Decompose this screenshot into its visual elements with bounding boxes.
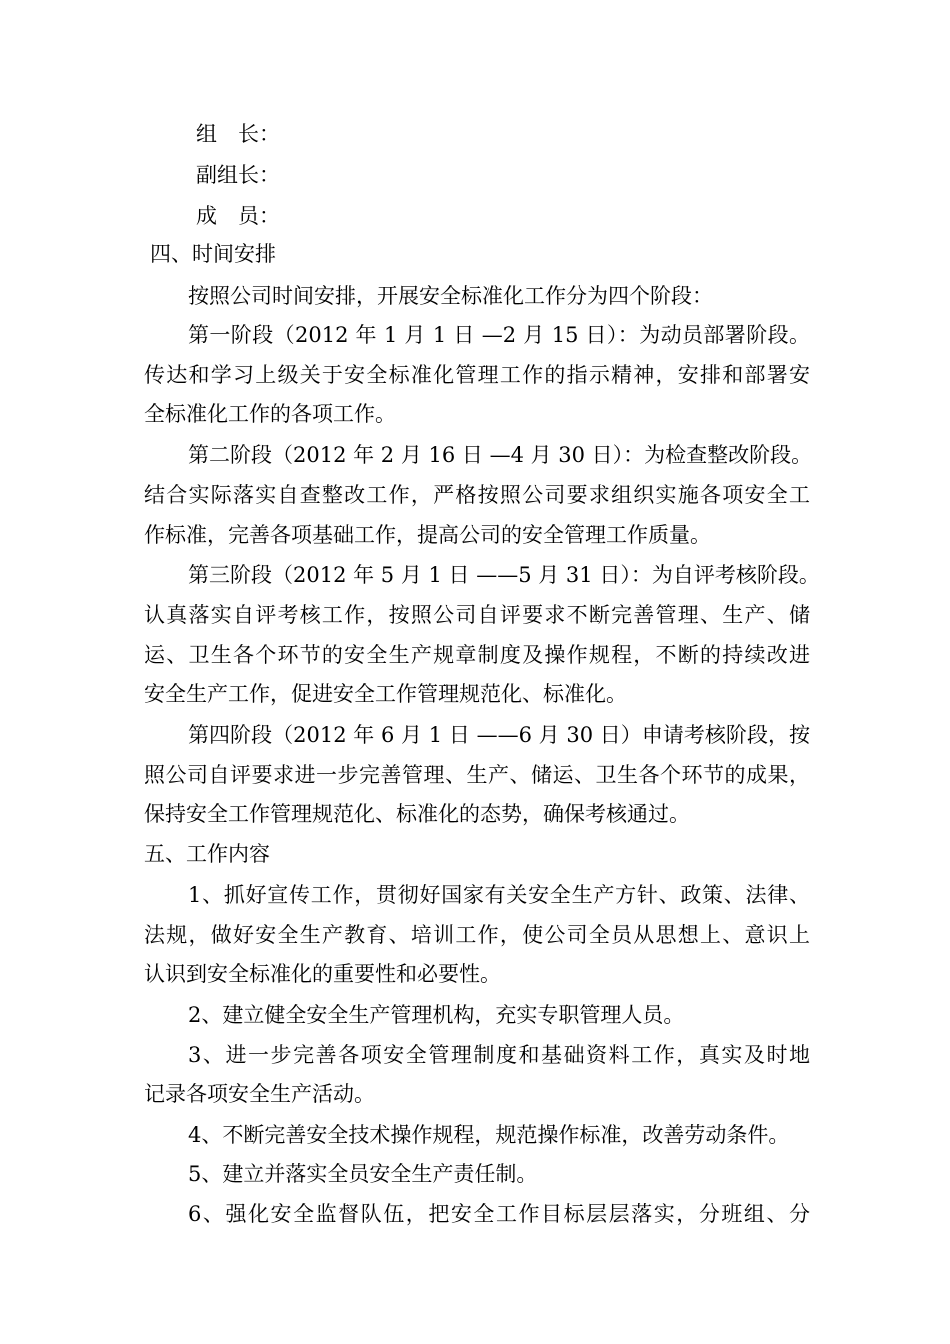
item-1-line-2: 法规，做好安全生产教育、培训工作，使公司全员从思想上、意识上: [144, 923, 810, 947]
item-2: 2、建立健全安全生产管理机构，充实专职管理人员。: [188, 1003, 685, 1027]
item-6-line-1: 6、强化安全监督队伍，把安全工作目标层层落实，分班组、分: [188, 1202, 810, 1226]
stage-4-line-1: 第四阶段（2012 年 6 月 1 日 ——6 月 30 日）申请考核阶段，按: [188, 723, 810, 747]
section-4-intro: 按照公司时间安排，开展安全标准化工作分为四个阶段：: [188, 284, 713, 308]
stage-1-line-3: 全标准化工作的各项工作。: [144, 402, 396, 426]
item-4: 4、不断完善安全技术操作规程，规范操作标准，改善劳动条件。: [188, 1123, 790, 1147]
section-4-heading: 四、时间安排: [150, 242, 276, 266]
stage-4-line-3: 保持安全工作管理规范化、标准化的态势，确保考核通过。: [144, 802, 690, 826]
item-3-line-1: 3、进一步完善各项安全管理制度和基础资料工作，真实及时地: [188, 1043, 810, 1067]
stage-1-line-1: 第一阶段（2012 年 1 月 1 日 —2 月 15 日）：为动员部署阶段。: [188, 323, 810, 347]
stage-2-line-3: 作标准，完善各项基础工作，提高公司的安全管理工作质量。: [144, 523, 711, 547]
team-members-label: 成 员：: [196, 204, 280, 228]
stage-3-line-2: 认真落实自评考核工作，按照公司自评要求不断完善管理、生产、储: [144, 603, 810, 627]
stage-2-line-2: 结合实际落实自查整改工作，严格按照公司要求组织实施各项安全工: [144, 483, 810, 507]
stage-4-line-2: 照公司自评要求进一步完善管理、生产、储运、卫生各个环节的成果，: [144, 763, 810, 787]
item-1-line-3: 认识到安全标准化的重要性和必要性。: [144, 962, 501, 986]
stage-3-line-1: 第三阶段（2012 年 5 月 1 日 ——5 月 31 日）：为自评考核阶段。: [188, 563, 820, 587]
team-leader-label: 组 长：: [196, 122, 280, 146]
stage-3-line-4: 安全生产工作，促进安全工作管理规范化、标准化。: [144, 682, 627, 706]
team-deputy-label: 副组长：: [196, 163, 280, 187]
stage-3-line-3: 运、卫生各个环节的安全生产规章制度及操作规程，不断的持续改进: [144, 643, 810, 667]
stage-1-line-2: 传达和学习上级关于安全标准化管理工作的指示精神，安排和部署安: [144, 363, 810, 387]
item-5: 5、建立并落实全员安全生产责任制。: [188, 1162, 538, 1186]
section-5-heading: 五、工作内容: [144, 842, 270, 866]
item-1-line-1: 1、抓好宣传工作，贯彻好国家有关安全生产方针、政策、法律、: [188, 883, 810, 907]
item-3-line-2: 记录各项安全生产活动。: [144, 1082, 375, 1106]
stage-2-line-1: 第二阶段（2012 年 2 月 16 日 —4 月 30 日）：为检查整改阶段。: [188, 443, 813, 467]
